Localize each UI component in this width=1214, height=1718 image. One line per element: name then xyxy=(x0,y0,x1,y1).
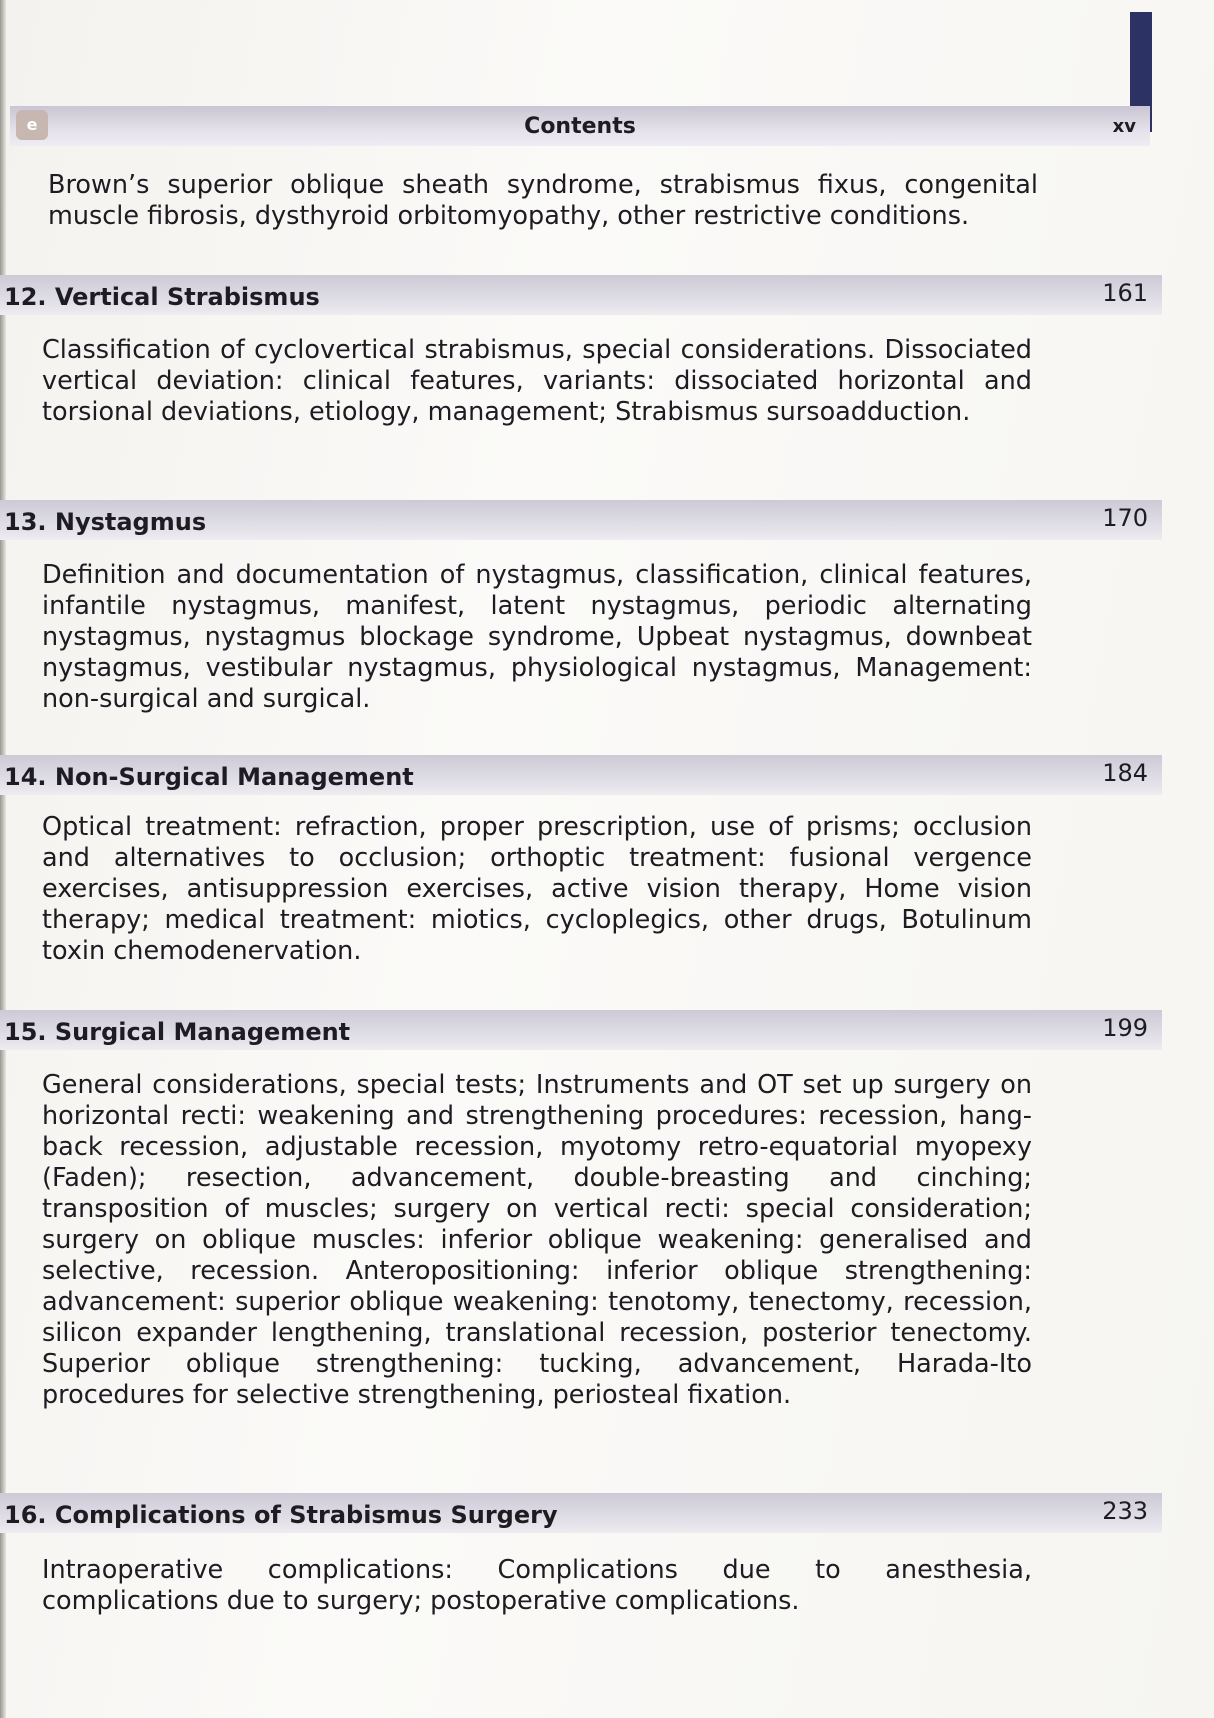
intro-text: Brown’s superior oblique sheath syndrome, strabismus fixus, congenital muscle fibrosis, dysthyroid orbitomyopathy, other restrictive conditions. xyxy=(48,170,1038,231)
entry-title: 13. Nystagmus xyxy=(4,508,207,536)
entry-title: 15. Surgical Management xyxy=(4,1018,351,1046)
entry-page: 170 xyxy=(1102,504,1148,532)
entry-description: Definition and documentation of nystagmus, classification, clinical features, infantile nystagmus, manifest, latent nystagmus, periodic alternating nystagmus, nystagmus blockage syndrome, Upbeat nystagmus, downbeat nystagmus, vestibular nystagmus, physiological nystagmus, Management: non-surgical and surgical. xyxy=(42,560,1032,714)
entry-page: 233 xyxy=(1102,1497,1148,1525)
toc-entry-15[interactable] xyxy=(0,1010,1162,1050)
toc-entry-14[interactable] xyxy=(0,755,1162,795)
entry-description: Intraoperative complications: Complications due to anesthesia, complications due to surgery; postoperative complications. xyxy=(42,1555,1032,1616)
entry-description: General considerations, special tests; Instruments and OT set up surgery on horizontal recti: weakening and strengthening procedures: recession, hang-back recession, adjustable recession, myotomy retro-equatorial myopexy (Faden); resection, advancement, double-breasting and cinching; transposition of muscles; surgery on vertical recti: special consideration; surgery on oblique muscles: inferior oblique weakening: generalised and selective, recession. Anteropositioning: inferior oblique strengthening: advancement: superior oblique weakening: tenotomy, tenectomy, recession, silicon expander lengthening, translational recession, posterior tenectomy. Superior oblique strengthening: tucking, advancement, Harada-Ito procedures for selective strengthening, periosteal fixation. xyxy=(42,1070,1032,1410)
toc-entry-16[interactable] xyxy=(0,1493,1162,1533)
header-title: Contents xyxy=(524,114,636,139)
toc-entry-13[interactable] xyxy=(0,500,1162,540)
entry-title: 16. Complications of Strabismus Surgery xyxy=(4,1501,558,1529)
entry-description: Optical treatment: refraction, proper prescription, use of prisms; occlusion and alternatives to occlusion; orthoptic treatment: fusional vergence exercises, antisuppression exercises, active vision therapy, Home vision therapy; medical treatment: miotics, cycloplegics, other drugs, Botulinum toxin chemodenervation. xyxy=(42,812,1032,966)
toc-entry-12[interactable] xyxy=(0,275,1162,315)
entry-title: 12. Vertical Strabismus xyxy=(4,283,320,311)
entry-title: 14. Non-Surgical Management xyxy=(4,763,414,791)
entry-description: Classification of cyclovertical strabismus, special considerations. Dissociated vertical deviation: clinical features, variants: dissociated horizontal and torsional deviations, etiology, management; Strabismus sursoadduction. xyxy=(42,335,1032,427)
header-page-number: xv xyxy=(1112,116,1136,137)
running-header xyxy=(10,106,1150,146)
entry-page: 161 xyxy=(1102,279,1148,307)
entry-page: 184 xyxy=(1102,759,1148,787)
page-spine xyxy=(0,0,6,1718)
entry-page: 199 xyxy=(1102,1014,1148,1042)
publisher-logo-icon: e xyxy=(16,110,48,140)
